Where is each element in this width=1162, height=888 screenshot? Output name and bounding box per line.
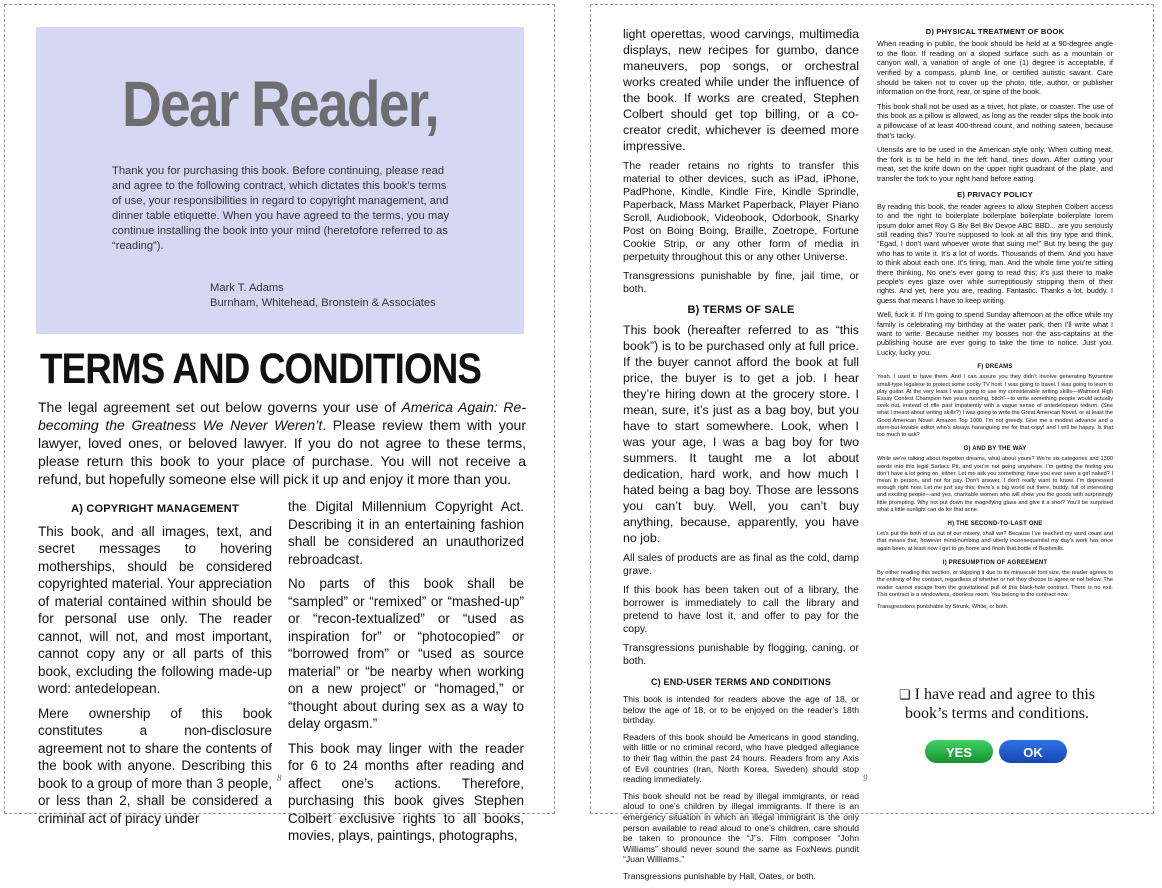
paragraph: Readers of this book should be Americans in good standing, with little or no criminal record, who have pledged allegiance to their flag within the past 24 hours. Readers from any Axis of Evil countries (Iran, North Korea, Sweden) should stop reading immediately. bbox=[623, 731, 859, 785]
paragraph: No parts of this book shall be “sampled” or “remixed” or “mashed-up” or “recon-textualized” or “used as inspiration for” or “photocopied” or “borrowed from” or “used as source material” or “be nearby when working on a new project” or “homaged,” or “thought about during sex as a way to delay orgasm.” bbox=[288, 576, 524, 731]
second-to-last-heading: H) THE SECOND-TO-LAST ONE bbox=[947, 521, 1043, 528]
left-page bbox=[4, 4, 555, 843]
agreement-line bbox=[897, 685, 1097, 723]
paragraph: Well, fuck it. If I’m going to spend Sunday afternoon at the office while my family is celebrating my birthday at the water park, then I’ll write what I want to write. Because neither my bosses nor the ass-captains at the publishing house are ever going to take the time to notice. Just you. Lucky, lucky you. bbox=[877, 310, 1113, 357]
paragraph: Yeah. I used to have them. And I can assure you they didn’t involve generating Byzantine small-type legalese to protect some cocky TV host. I was going to travel. I was going to learn to play guitar. At the very least I was going to use my considerable writing skills—Walmont High Essay Contest Champion two years running, bitch!—to write something people would actually seek out, instead of rifle past impatiently with a vague sense of antedelopean tedium. (See what I meant about writing skills?) I was going to write the Great American Novel, or at least the Good American Novel. Amazon Top 1000. I’m not greedy. Give me a modest advance and a stern-but-lovable editor who’s always haranguing me for that copy! and I will be happy. Is that too much to ask? bbox=[877, 374, 1113, 439]
right-page bbox=[590, 4, 1154, 881]
dear-reader-box bbox=[36, 27, 524, 334]
signature bbox=[210, 281, 436, 311]
intro-before: The legal agreement set out below governs your use of bbox=[38, 399, 402, 415]
paragraph: Transgressions punishable by flogging, caning, or both. bbox=[623, 642, 859, 667]
paragraph: the Digital Millennium Copyright Act. Describing it in an entertaining fashion shall be considered an unauthorized rebroadcast. bbox=[288, 499, 524, 567]
by-the-way-heading: G) AND BY THE WAY bbox=[963, 446, 1027, 453]
terms-of-sale-heading: B) TERMS OF SALE bbox=[687, 304, 795, 316]
paragraph: This book shall not be used as a trivet, hot plate, or coaster. The use of this book as a pillow is allowed, as long as the reader slips the book into a pillowcase of at least 400-thread count, and nothing sateen, because that’s tacky. bbox=[877, 101, 1113, 140]
privacy-policy-heading: E) PRIVACY POLICY bbox=[957, 189, 1033, 199]
book-title: America Again: Re-becoming the Greatness We Never Weren’t bbox=[38, 399, 526, 433]
end-user-heading: C) END-USER TERMS AND CONDITIONS bbox=[650, 677, 832, 687]
physical-treatment-heading: D) PHYSICAL TREATMENT OF BOOK bbox=[925, 27, 1065, 36]
paragraph: Let’s put the both of us out of our misery, shall we? Because I’ve reached my word count and that means that, however mind-numbing and utterly inconsequential my day’s work has once again been, at least now I get to go home and finish that bottle of Bushmills. bbox=[877, 531, 1113, 552]
intro-paragraph bbox=[38, 398, 526, 488]
yes-button[interactable]: YES bbox=[925, 740, 993, 763]
left-column-1 bbox=[38, 501, 272, 834]
page-number: 9 bbox=[863, 773, 868, 783]
dreams-heading: F) DREAMS bbox=[977, 364, 1013, 371]
paragraph: Utensils are to be used in the American style only. When cutting meat, the fork is to be held in the left hand, tines down. After cutting your meat, set the knife down on the upper right quadrant of the plate, and transfer the fork to your right hand before eating. bbox=[877, 145, 1113, 183]
intro-after: . Please review them with your lawyer, loved ones, or beloved lawyer. If you do not agree to these terms, please return this book to your place of purchase. You will not receive a refund, but hopefully someone else will pick it up and enjoy it more than you. bbox=[38, 417, 526, 487]
right-column-1 bbox=[623, 26, 859, 888]
hero-body: Thank you for purchasing this book. Before continuing, please read and agree to the following contract, which dictates this book’s terms of use, your responsibilities in regard to copyright management, and dinner table etiquette. When you have agreed to the terms, you may continue installing the book into your mind (heretofore referred to as “reading”). bbox=[112, 165, 450, 252]
signature-name: Mark T. Adams bbox=[210, 282, 284, 294]
paragraph: This book is intended for readers above the age of 18, or below the age of 18, or to be enjoyed on the reader’s 18th birthday. bbox=[623, 694, 859, 726]
right-column-2 bbox=[877, 26, 1113, 616]
paragraph: Transgressions punishable by fine, jail time, or both. bbox=[623, 270, 859, 295]
paragraph: Transgressions punishable by Strunk, White, or both. bbox=[877, 603, 1009, 610]
page-number: 8 bbox=[277, 773, 282, 783]
paragraph: This book, and all images, text, and secret messages to hovering motherships, should be considered copyrighted material. Your appreciation of material contained within should be for personal use only. The reader cannot, will not, and most important, cannot copy any or all parts of this book, excluding the following made-up word: antedelopean. bbox=[38, 523, 272, 696]
paragraph: If this book has been taken out of a library, the borrower is immediately to call the library and pretend to have lost it, and offer to pay for the copy. bbox=[623, 584, 859, 635]
agree-text: I have read and agree to this book’s terms and conditions. bbox=[905, 686, 1095, 722]
hero-title: Dear Reader, bbox=[122, 68, 438, 140]
paragraph: This book (hereafter referred to as “this book”) is to be purchased only at full price. If the buyer cannot afford the book at full price, the buyer is to get a job. I hear they’re hiring down at the grocery store. I mean, sure, it’s just as a bag boy, but you have to start somewhere. Look, when I was your age, I was a bag boy for two summers. It taught me a lot about dedication, hard work, and how much I hated being a bag boy. Those are lessons you can’t buy. Well, you can’t buy anything, because, apparently, you have no job. bbox=[623, 323, 859, 545]
presumption-heading: I) PRESUMPTION OF AGREEMENT bbox=[942, 559, 1048, 566]
paragraph: By either reading this section, or skipping it due to its minuscule font size, the reader agrees to the entirety of the contract, regardless of whether or not they choose to agree or not below. The reader cannot escape from the gravitational pull of this black-hole contract. There is no exit. This contract is a windowless, doorless room. You belong to the contract now. bbox=[877, 570, 1113, 598]
signature-firm: Burnham, Whitehead, Bronstein & Associates bbox=[210, 297, 436, 309]
copyright-heading: A) COPYRIGHT MANAGEMENT bbox=[71, 503, 239, 515]
agree-checkbox[interactable]: ❏ bbox=[898, 687, 911, 702]
paragraph: By reading this book, the reader agrees to allow Stephen Colbert access to and the right to boilerplate boilerplate boilerplate boilerplate lorem ipsum dolor amet Roy G Biv Bel Biv Devoe ABC BBD... are you seriously still reading this? You’re supposed to look at all this tiny type and think, “Egad, I don’t want whoever wrote that suing me!” But try being the guy who has to write it. It’s a lot of words. Thousands of them. And you have to think about each one. It’s tiring, man. And the whole time you’re sitting there thinking, No one’s ever going to read this; it’s just there to make people’s eyes glaze over while surreptitiously stripping them of their rights. And yet, here you are, reading. Fantastic. Thanks a lot, buddy. I guess that means I have to keep writing. bbox=[877, 201, 1113, 305]
left-column-2 bbox=[288, 498, 524, 852]
paragraph: This book should not be read by illegal immigrants, or read aloud to one’s children by illegal immigrants. If there is an emergency situation in which an illegal immigrant is the only person available to read aloud to one’s children, care should be taken to pronounce the “J”s. Film composer “John Williams” should never sound the same as FoxNews pundit “Juan Williams.” bbox=[623, 790, 859, 865]
paragraph: All sales of products are as final as the cold, damp grave. bbox=[623, 552, 859, 577]
paragraph: While we’re talking about forgotten dreams, what about yours? We’re six categories and 1300 words into this legal Sarlacc Pit, and you’re not going anywhere. I’m getting the feeling you don’t have a lot going on, either. Let me ask you something: have you ever seen a girl naked? I mean in person, and not for pay. Don’t answer, I don’t really want to know. I’m depressed enough right now. Let me just say this: there’s a big world out there, buddy, full of interesting and exciting people—and yes, charitable women who will show you the goods with surprisingly little prompting. Why not put down the magnifying glass and give it a shot? You’ll be surprised what a little sunlight can do for that acne. bbox=[877, 456, 1113, 513]
paragraph: light operettas, wood carvings, multimedia displays, new recipes for gumbo, dance maneuvers, pop songs, or orchestral works created while under the influence of the book. If works are created, Stephen Colbert should get top billing, or a co-creator credit, whichever is deemed more impressive. bbox=[623, 27, 859, 153]
paragraph: The reader retains no rights to transfer this material to other devices, such as iPad, iPhone, PadPhone, Kindle, Kindle Fire, Kindle Sprindle, Paperback, Mass Market Paperback, Player Piano Scroll, Audiobook, Videobook, Odorbook, Snarky Post on Boing Boing, Braille, Zoetrope, Fortune Cookie Strip, or any other form of media in perpetuity throughout this or any other Universe. bbox=[623, 160, 859, 263]
ok-button[interactable]: OK bbox=[999, 740, 1067, 763]
paragraph: When reading in public, the book should be held at a 90-degree angle to the floor. If reading on a sloped surface such as a mountain or canyon wall, a variation of angle of one (1) degree is acceptable, if verified by a compass, plumb line, or certified autistic savant. Care should be taken not to cover up the photo, title, author, or publisher information on the front, rear, or spine of the book. bbox=[877, 39, 1113, 97]
paragraph: This book may linger with the reader for 6 to 24 months after reading and affect one’s actions. Therefore, purchasing this book gives Stephen Colbert exclusive rights to all books, movies, plays, paintings, photographs, bbox=[288, 740, 524, 843]
main-heading: TERMS AND CONDITIONS bbox=[40, 345, 482, 393]
paragraph: Mere ownership of this book constitutes a non-disclosure agreement not to share the contents of the book with anyone. Describing this book to a group of more than 3 people, or less than 2, shall be considered a criminal act of piracy under bbox=[38, 705, 272, 826]
paragraph: Transgressions punishable by Hall, Oates, or both. bbox=[623, 870, 816, 881]
